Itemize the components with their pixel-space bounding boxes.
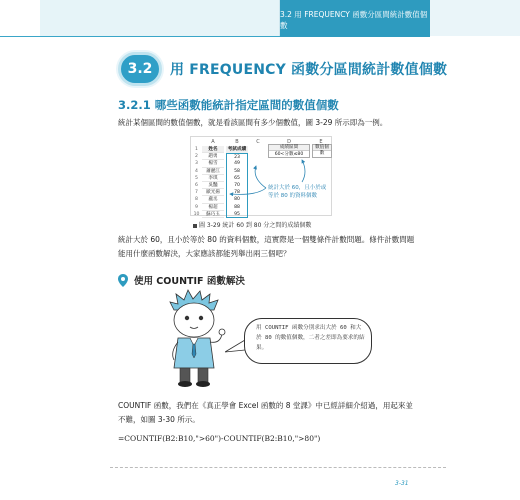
tip-heading xyxy=(118,273,245,287)
row-number: 2 xyxy=(195,154,198,160)
row-number: 10 xyxy=(193,211,200,217)
section-number-badge: 3.2 xyxy=(118,52,162,86)
score-cell: 70 xyxy=(226,182,248,189)
cartoon-character-icon xyxy=(160,288,230,388)
count-header: 數值個數 xyxy=(313,145,331,151)
caption-marker-icon xyxy=(193,224,197,228)
location-pin-icon xyxy=(118,274,128,287)
score-cell: 58 xyxy=(226,168,248,175)
name-cell: 歐光揚 xyxy=(202,189,224,196)
header-corner xyxy=(430,0,520,36)
row-number: 7 xyxy=(195,190,198,196)
score-header: 考試成績 xyxy=(227,147,247,152)
col-letter: C xyxy=(256,139,260,145)
speech-bubble-text: 用 COUNTIF 函數分別求出大於 60 和大於 80 的數值個數，二者之差即為要求的結果。 xyxy=(256,325,365,351)
footer-rule xyxy=(110,467,446,468)
intro-paragraph: 統計某個區間的數值個數，就是看該區間有多少個數值，圖 3-29 所示即為一例。 xyxy=(118,118,388,127)
score-cell: 65 xyxy=(226,175,248,182)
question-paragraph: 統計大於 60，且小於等於 80 的資料個數，這實際是一個雙條件計數問題。條件計數問題能用什麼函數解決，大家應該都能列舉出兩三個吧？ xyxy=(118,235,415,258)
formula-line: =COUNTIF(B2:B10,">60")-COUNTIF(B2:B10,">80") xyxy=(118,434,321,443)
page-number: 3-31 xyxy=(395,480,409,487)
score-cell: 88 xyxy=(226,204,248,211)
condition-value: 60<分數≤80 xyxy=(274,152,304,157)
name-cell: 盧丞 xyxy=(202,196,224,203)
col-letter: A xyxy=(211,139,215,145)
row-number: 8 xyxy=(195,197,198,203)
section-heading xyxy=(118,52,447,86)
score-cell: 80 xyxy=(226,196,248,203)
col-letter: D xyxy=(287,139,291,145)
name-cell: 吳豔 xyxy=(202,182,224,189)
section-title: 用 FREQUENCY 函數分區間統計數值個數 xyxy=(170,62,448,78)
annotation-arrows xyxy=(190,136,340,218)
header-band xyxy=(40,0,280,36)
running-header-text: 3.2 用 FREQUENCY 函數分區間統計數值個數 xyxy=(280,10,428,30)
callout-line: 統計大於 60，且小於或 xyxy=(268,185,327,191)
callout-line: 等於 80 的資料個數 xyxy=(268,193,317,199)
arrow-to-scores xyxy=(230,188,266,194)
row-number: 1 xyxy=(195,147,198,152)
score-cell: 78 xyxy=(226,189,248,196)
figure-callout xyxy=(268,184,326,200)
name-cell: 楊雪 xyxy=(202,160,224,167)
arrow-to-count xyxy=(302,160,305,182)
name-cell: 蕭麗江 xyxy=(202,168,224,175)
col-letter: E xyxy=(319,139,323,145)
subsection-title: 3.2.1 哪些函數能統計指定區間的數值個數 xyxy=(118,98,339,112)
arrow-to-data xyxy=(255,166,266,188)
score-cell: 95 xyxy=(226,211,248,218)
condition-header: 成績區間 xyxy=(269,145,309,151)
tip-title: 使用 COUNTIF 函數解決 xyxy=(134,276,245,287)
name-header: 姓名 xyxy=(202,146,224,153)
countif-paragraph: COUNTIF 函數，我們在《真正學會 Excel 函數的 8 堂課》中已經詳細介紹過，用起來並不難，如圖 3-30 所示。 xyxy=(118,401,413,424)
row-number: 4 xyxy=(195,168,198,174)
name-cell: 李琪 xyxy=(202,175,224,182)
caption-text: 圖 3-29 統計 60 到 80 分之間的成績個數 xyxy=(199,222,312,229)
name-cell: 楊超 xyxy=(202,204,224,211)
row-number: 5 xyxy=(195,175,198,181)
col-letter: B xyxy=(235,139,239,145)
score-cell: 23 xyxy=(226,153,248,160)
header-rule xyxy=(0,36,280,37)
figure-caption xyxy=(193,220,311,229)
row-number: 6 xyxy=(195,182,198,188)
running-header xyxy=(280,0,430,37)
name-cell: 趙勇 xyxy=(202,153,224,160)
row-number: 9 xyxy=(195,204,198,210)
score-cell: 49 xyxy=(226,160,248,167)
row-number: 3 xyxy=(195,161,198,167)
name-cell: 蘇巧玉 xyxy=(202,211,224,218)
